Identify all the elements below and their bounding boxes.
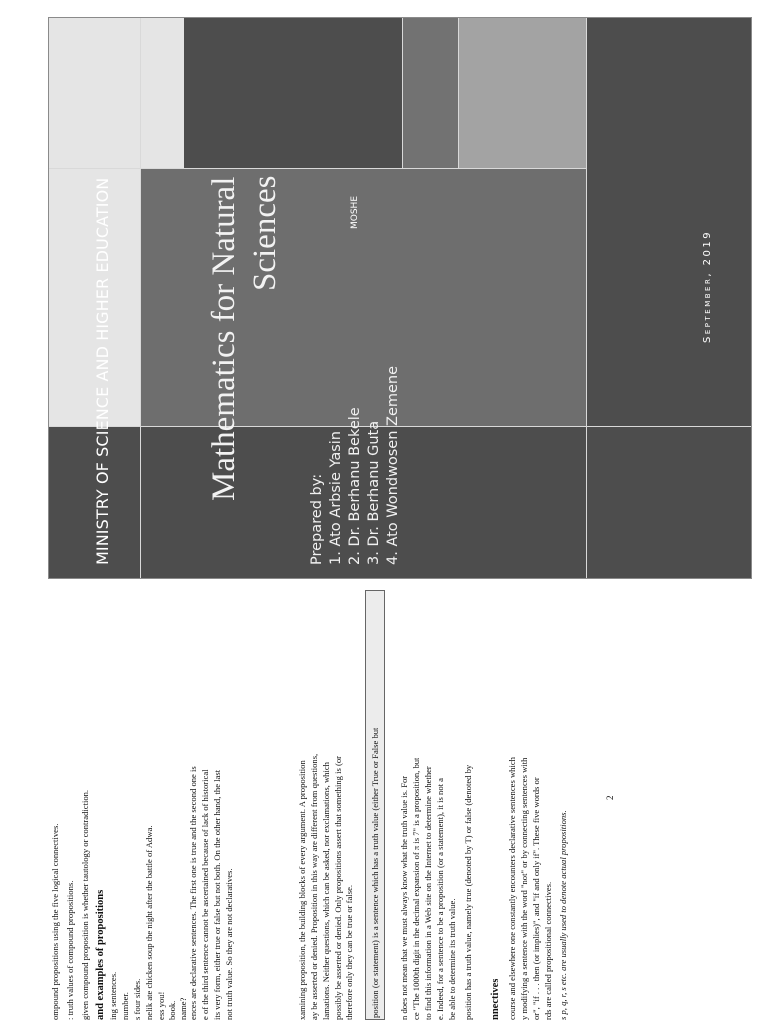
text-line: e. Indeed, for a sentence to be a proposition (or a statement), it is not a: [435, 778, 445, 1020]
text-line: ay be asserted or denied. Proposition in this way are different from questions,: [309, 753, 319, 1020]
book-cover: [48, 17, 752, 579]
text-line: e of the third sentence cannot be ascertained because of lack of historical: [200, 769, 210, 1020]
document-page: [45, 580, 680, 1020]
book-title-line2: Sciences: [247, 175, 283, 291]
cover-divider: [140, 17, 141, 579]
text-line: or", "if . . . then (or implies)", and "if and only if". These five words or: [531, 777, 541, 1020]
prepared-by-label: Prepared by:: [309, 473, 325, 565]
cover-divider: [586, 17, 587, 579]
cover-block-right-low: [402, 17, 458, 169]
text-line: lamations. Neither questions, which can be asked, nor exclamations, which: [321, 762, 331, 1020]
book-title-line1: Mathematics for Natural: [206, 176, 242, 501]
text-line: number.: [120, 992, 130, 1020]
cover-block-right-bottom: [458, 17, 586, 169]
text-line: ing sentences.: [108, 971, 118, 1020]
text-line: ess you!: [156, 991, 166, 1020]
text-line: book.: [167, 1000, 177, 1020]
text-line: n does not mean that we must always know what the truth value is. For: [399, 775, 409, 1020]
text-line: ompound propositions using the five logical connectives.: [50, 823, 60, 1020]
text-line: nelik ate chicken soup the night after the battle of Adwa.: [144, 825, 154, 1020]
definition-text: position (or statement) is a sentence which has a truth value (either True or False but: [370, 727, 380, 1018]
cover-divider: [402, 17, 403, 169]
text-line: position has a truth value, namely true (denoted by T) or false (denoted by: [463, 764, 473, 1020]
publication-date: September, 2019: [702, 229, 713, 343]
text-line: : truth values of compound propositions.: [65, 880, 75, 1020]
text-line: name?: [178, 997, 188, 1020]
text-line: y modifying a sentence with the word "not" or by connecting sentences with: [519, 757, 529, 1020]
section-heading: nnectives: [490, 978, 501, 1020]
author-item: 4. Ato Wondwosen Zemene: [385, 365, 401, 565]
text-line: to find this information in a Web site on the Internet to determine whether: [423, 766, 433, 1020]
prepared-by-block: [308, 366, 403, 565]
text-line: course and elsewhere one constantly encounters declarative sentences which: [507, 757, 517, 1020]
text-line: its very form, either true or false but not both. On the other hand, the last: [212, 769, 222, 1020]
cover-block-right-top: [140, 17, 184, 169]
author-item: 3. Dr. Berhanu Guta: [366, 420, 382, 565]
cover-divider: [458, 17, 459, 169]
text-line: possibly be asserted or denied. Only propositions assert that something is (or: [333, 756, 343, 1020]
page-number: 2: [605, 795, 615, 800]
definition-box: [365, 590, 385, 1020]
text-line: given compound proposition is whether tautology or contradiction.: [80, 789, 90, 1020]
ministry-heading: MINISTRY OF SCIENCE AND HIGHER EDUCATION: [93, 177, 112, 565]
text-line: rds are called propositional connectives.: [543, 881, 553, 1020]
text-line: xamining proposition, the building blocks of every argument. A proposition: [297, 760, 307, 1020]
cover-footer-band: [586, 17, 752, 579]
text-line: therefore only they can be true or false.: [344, 884, 354, 1020]
cover-divider: [48, 168, 586, 169]
text-line: ce "The 1000th digit in the decimal expansion of π is 7" is a proposition, but: [411, 757, 421, 1020]
text-line: s p, q, r, s etc. are usually used to denote actual propositions.: [558, 810, 568, 1020]
cover-block-right-mid: [184, 17, 402, 169]
author-item: 2. Dr. Berhanu Bekele: [347, 407, 363, 565]
imprint-label: MOSHE: [350, 195, 360, 229]
text-line: s four sides.: [132, 978, 142, 1020]
text-line: not truth value. So they are not declaratives.: [224, 868, 234, 1020]
author-item: 1. Ato Arbsie Yasin: [328, 431, 344, 565]
text-line: ences are declarative sentences. The first one is true and the second one is: [188, 766, 198, 1020]
section-heading: and examples of propositions: [95, 889, 106, 1020]
text-line: be able to determine its truth value.: [447, 898, 457, 1020]
